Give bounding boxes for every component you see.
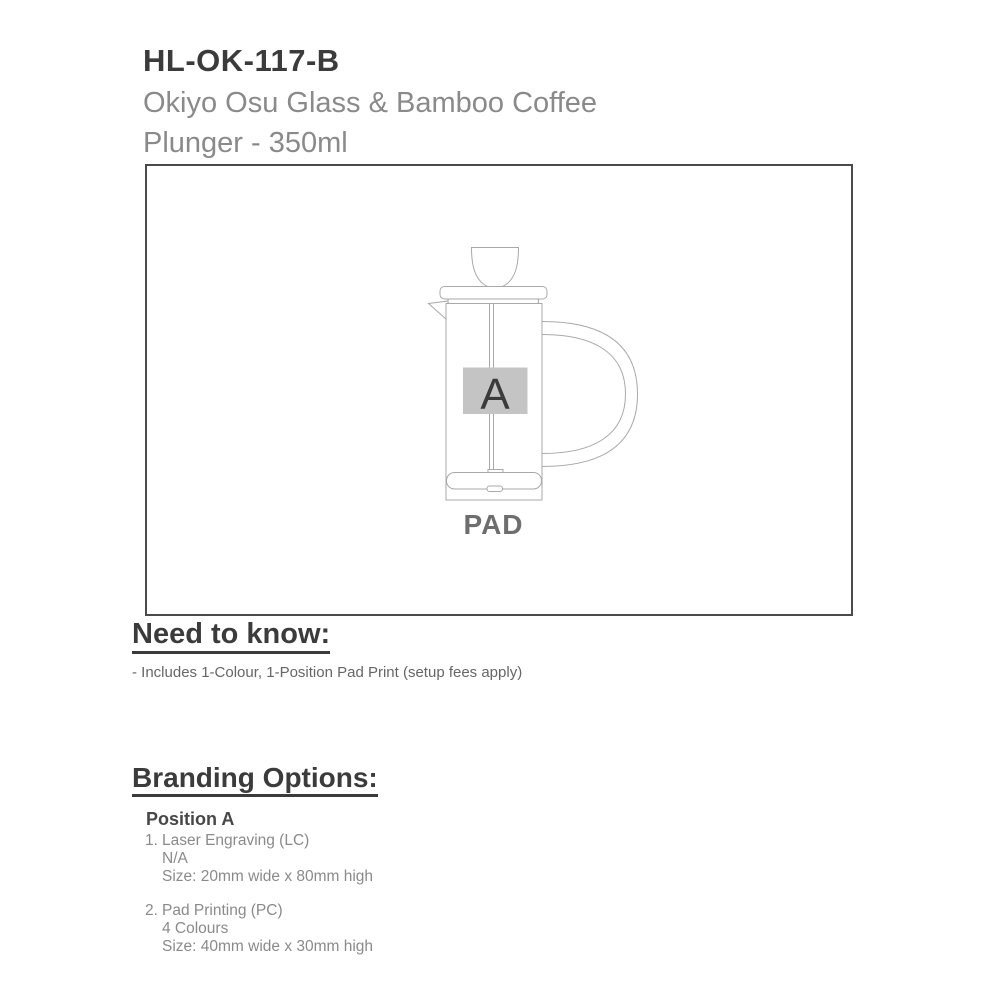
pad-print-label: PAD <box>463 509 524 540</box>
coffee-plunger-illustration <box>415 240 655 550</box>
branding-option <box>145 902 378 956</box>
branding-options-section <box>132 763 378 956</box>
option-size: Size: 40mm wide x 30mm high <box>162 938 374 955</box>
position-a-heading: Position A <box>146 809 235 829</box>
option-method: Pad Printing (PC) <box>162 902 283 919</box>
option-number: 1. <box>145 832 158 849</box>
handle-inner <box>542 335 626 454</box>
plunger-knob <box>472 248 519 288</box>
press-nub <box>487 486 503 492</box>
product-name <box>143 83 597 163</box>
option-number: 2. <box>145 902 158 919</box>
product-name-line-2: Plunger - 350ml <box>143 127 348 159</box>
need-to-know-note: - Includes 1-Colour, 1-Position Pad Print (setup fees apply) <box>132 664 523 681</box>
product-diagram-frame <box>145 164 853 616</box>
option-details <box>162 832 373 886</box>
option-detail: 4 Colours <box>162 920 229 937</box>
lid-rim <box>448 299 539 304</box>
plunger-lid <box>440 287 547 300</box>
product-name-line-1: Okiyo Osu Glass & Bamboo Coffee <box>143 87 598 119</box>
branding-options-heading: Branding Options: <box>132 763 378 797</box>
option-method: Laser Engraving (LC) <box>162 832 310 849</box>
option-size: Size: 20mm wide x 80mm high <box>162 868 374 885</box>
branding-options-list <box>145 832 378 956</box>
header <box>143 44 597 163</box>
option-details <box>162 902 373 956</box>
branding-position-letter: A <box>480 370 510 419</box>
product-code: HL-OK-117-B <box>143 43 340 78</box>
option-detail: N/A <box>162 850 188 867</box>
plunger-spout <box>429 301 449 320</box>
handle-outer <box>542 322 638 467</box>
need-to-know-section <box>132 619 522 681</box>
branding-option <box>145 832 378 886</box>
need-to-know-heading: Need to know: <box>132 619 330 654</box>
